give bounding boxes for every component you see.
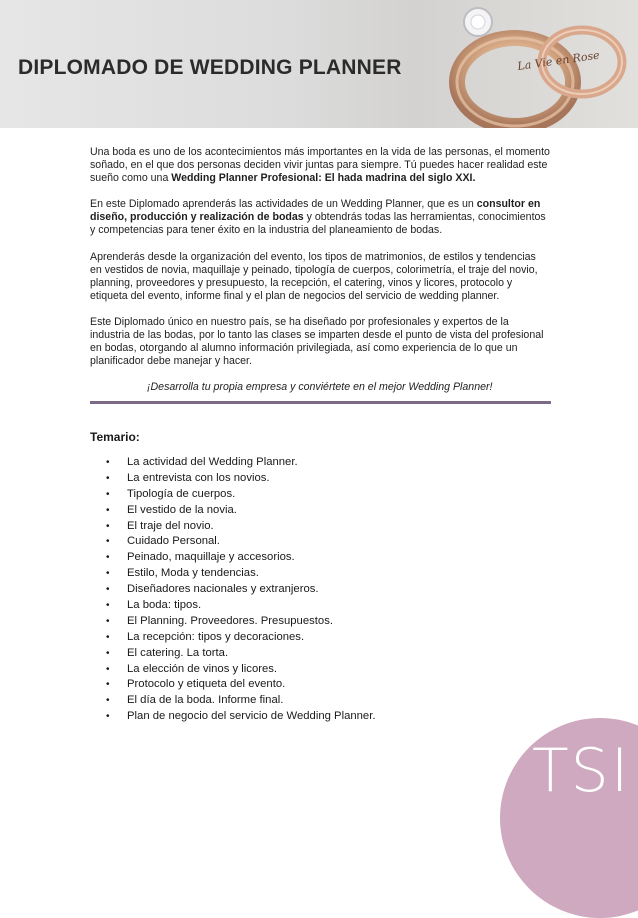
bullet-icon: • [106,504,110,516]
bullet-icon: • [106,679,110,691]
wedding-rings-image [420,0,638,128]
bullet-icon: • [106,488,110,500]
temario-list [90,455,510,725]
list-item: • Protocolo y etiqueta del evento. [90,677,510,693]
intro-paragraph-2: En este Diplomado aprenderás las actividades de un Wedding Planner, que es un consultor en diseño, producción y realización de bodas y obtendrás todas las herramientas, conocimientos y competencias para tener éxito en la industria del planeamiento de bodas. [90,198,546,237]
list-item: • Cuidado Personal. [90,534,510,550]
header-banner [0,0,638,128]
bullet-icon: • [106,711,110,723]
bullet-icon: • [106,536,110,548]
intro-paragraph-1: Una boda es uno de los acontecimientos más importantes en la vida de las personas, el momento soñado, en el que dos personas deciden vivir juntas para siempre. Tú puedes hacer realidad este sueño como una Wedding Planner Profesional: El hada madrina del siglo XXI. [90,146,550,185]
intro-paragraph-3: Aprenderás desde la organización del evento, los tipos de matrimonios, de estilos y tendencias en vestidos de novia, maquillaje y peinado, tipología de cuerpos, colorimetría, el traje del novio, planning, proveedores y presupuesto, la recepción, el catering, vinos y licores, protocolo y etiqueta del evento, informe final y el plan de negocios del servicio de wedding planner. [90,250,538,302]
intro-paragraph-4: Este Diplomado único en nuestro país, se ha diseñado por profesionales y expertos de la industria de las bodas, por lo tanto las clases se imparten desde el punto de vista del profesional en bodas, otorgando al alumno información privilegiada, así como experiencia de lo que un planificador debe manejar y hacer. [90,315,544,368]
list-item: • El Planning. Proveedores. Presupuestos. [90,614,510,630]
list-item: • La boda: tipos. [90,598,510,614]
list-item: • El catering. La torta. [90,646,510,662]
bullet-icon: • [106,520,110,532]
bullet-icon: • [106,647,110,659]
list-item: • Diseñadores nacionales y extranjeros. [90,582,510,598]
bullet-icon: • [106,568,110,580]
list-item: • El traje del novio. [90,519,510,535]
ring-engraving: La Vie en Rose [516,48,601,73]
list-item: • Tipología de cuerpos. [90,487,510,503]
list-item: • El vestido de la novia. [90,503,510,519]
intro-section [90,146,550,393]
list-item: • Plan de negocio del servicio de Wedding Planner. [90,709,510,725]
list-item: • La elección de vinos y licores. [90,662,510,678]
page-title: DIPLOMADO DE WEDDING PLANNER [18,56,402,79]
list-item: • La recepción: tipos y decoraciones. [90,630,510,646]
list-item: • El día de la boda. Informe final. [90,693,510,709]
list-item: • Peinado, maquillaje y accesorios. [90,550,510,566]
tagline: ¡Desarrolla tu propia empresa y conviértete en el mejor Wedding Planner! [147,381,493,394]
bullet-icon: • [106,663,110,675]
bullet-icon: • [106,615,110,627]
bullet-icon: • [106,584,110,596]
bullet-icon: • [106,600,110,612]
list-item: • La entrevista con los novios. [90,471,510,487]
bullet-icon: • [106,695,110,707]
bullet-icon: • [106,631,110,643]
bullet-icon: • [106,552,110,564]
bullet-icon: • [106,472,110,484]
section-divider [90,401,551,404]
tsi-logo: TSI [532,736,631,806]
list-item: • Estilo, Moda y tendencias. [90,566,510,582]
list-item: • La actividad del Wedding Planner. [90,455,510,471]
bullet-icon: • [106,457,110,468]
temario-heading: Temario: [90,430,140,444]
